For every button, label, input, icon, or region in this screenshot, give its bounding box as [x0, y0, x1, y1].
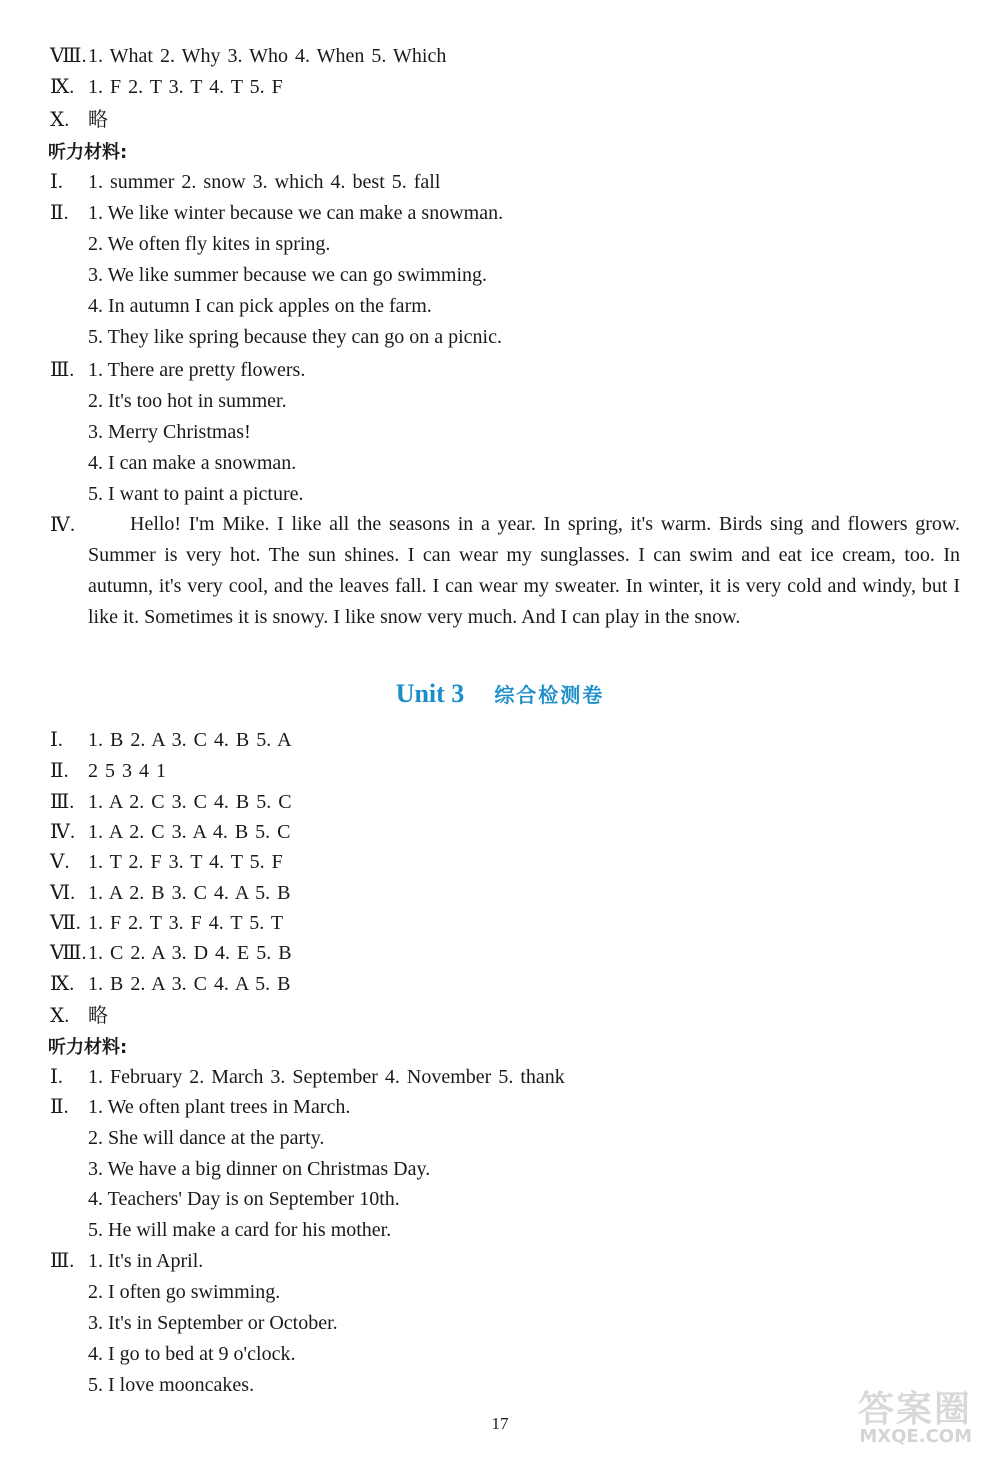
list-item: 3. We have a big dinner on Christmas Day.: [88, 1158, 431, 1180]
answer-line: 1. February 2. March 3. September 4. November 5. thank: [88, 1066, 565, 1088]
list-item: 1. We like winter because we can make a snowman.: [88, 202, 504, 224]
list-item: 5. He will make a card for his mother.: [88, 1219, 392, 1241]
section-label: Ⅳ.: [50, 821, 75, 843]
list-item: 4. I go to bed at 9 o'clock.: [88, 1343, 296, 1365]
list-item: 5. I love mooncakes.: [88, 1374, 255, 1396]
watermark-text: 答案圈: [857, 1389, 972, 1430]
section-label: Ⅴ.: [50, 851, 70, 873]
unit-title: [0, 676, 1000, 713]
list-item: 2. We often fly kites in spring.: [88, 233, 331, 255]
list-item: 2. It's too hot in summer.: [88, 390, 287, 412]
unit-title-en: Unit 3: [395, 679, 465, 708]
section-label: Ⅷ.: [50, 942, 87, 964]
list-item: 2. I often go swimming.: [88, 1281, 281, 1303]
answer-line: 1. F 2. T 3. T 4. T 5. F: [88, 76, 283, 98]
list-item: 2. She will dance at the party.: [88, 1127, 325, 1149]
listening-paragraph: Hello! I'm Mike. I like all the seasons in a year. In spring, it's warm. Birds sing and flowers grow. Summer is very hot. The sun shines. I can wear my sunglasses. I can swim and eat ice cream, too. In autumn, it's very cool, and the leaves fall. I can wear my sweater. In winter, it is very cold and windy, but I like it. Sometimes it is snowy. I like snow very much. And I can play in the snow.: [88, 513, 960, 628]
watermark-logo: [782, 1381, 972, 1447]
answer-line: 略: [88, 109, 108, 131]
list-item: 4. I can make a snowman.: [88, 452, 297, 474]
list-item: 4. In autumn I can pick apples on the farm.: [88, 295, 432, 317]
list-item: 5. They like spring because they can go on a picnic.: [88, 326, 502, 348]
answer-line: 1. What 2. Why 3. Who 4. When 5. Which: [88, 45, 447, 67]
answer-line: 1. A 2. C 3. C 4. B 5. C: [88, 791, 292, 813]
section-label: Ⅷ.: [50, 45, 87, 67]
answer-line: 1. A 2. B 3. C 4. A 5. B: [88, 882, 291, 904]
section-label: Ⅹ.: [50, 109, 70, 131]
section-label: Ⅳ.: [50, 514, 75, 536]
section-label: Ⅲ.: [50, 359, 75, 381]
section-label: Ⅶ.: [50, 912, 81, 934]
listening-heading: 听力材料:: [48, 1037, 128, 1058]
section-label: Ⅰ.: [50, 1066, 63, 1088]
answer-line: 1. summer 2. snow 3. which 4. best 5. fall: [88, 171, 441, 193]
list-item: 4. Teachers' Day is on September 10th.: [88, 1188, 400, 1210]
list-item: 3. We like summer because we can go swimming.: [88, 264, 488, 286]
section-label: Ⅲ.: [50, 1250, 75, 1272]
page-number: 17: [491, 1414, 509, 1433]
list-item: 1. There are pretty flowers.: [88, 359, 306, 381]
list-item: 3. It's in September or October.: [88, 1312, 338, 1334]
section-label: Ⅹ.: [50, 1005, 70, 1027]
list-item: 1. We often plant trees in March.: [88, 1096, 351, 1118]
section-label: Ⅰ.: [50, 729, 63, 751]
section-label: Ⅸ.: [50, 76, 75, 98]
list-item: 1. It's in April.: [88, 1250, 204, 1272]
section-label: Ⅰ.: [50, 171, 63, 193]
section-label: Ⅲ.: [50, 791, 75, 813]
section-label: Ⅸ.: [50, 973, 75, 995]
list-item: 3. Merry Christmas!: [88, 421, 251, 443]
answer-line: 1. C 2. A 3. D 4. E 5. B: [88, 942, 292, 964]
answer-line: 1. B 2. A 3. C 4. B 5. A: [88, 729, 292, 751]
section-label: Ⅱ.: [50, 1096, 69, 1118]
answer-line: 1. A 2. C 3. A 4. B 5. C: [88, 821, 291, 843]
answer-line: 1. F 2. T 3. F 4. T 5. T: [88, 912, 284, 934]
section-label: Ⅵ.: [50, 882, 76, 904]
section-label: Ⅱ.: [50, 202, 69, 224]
section-label: Ⅱ.: [50, 760, 69, 782]
list-item: 5. I want to paint a picture.: [88, 483, 304, 505]
unit-title-cn: 综合检测卷: [494, 683, 605, 707]
answer-line: 1. B 2. A 3. C 4. A 5. B: [88, 973, 291, 995]
answer-line: 略: [88, 1005, 108, 1027]
answer-line: 1. T 2. F 3. T 4. T 5. F: [88, 851, 283, 873]
answer-line: 2 5 3 4 1: [88, 760, 166, 782]
watermark-url: MXQE.COM: [859, 1426, 972, 1447]
listening-heading: 听力材料:: [48, 142, 128, 163]
